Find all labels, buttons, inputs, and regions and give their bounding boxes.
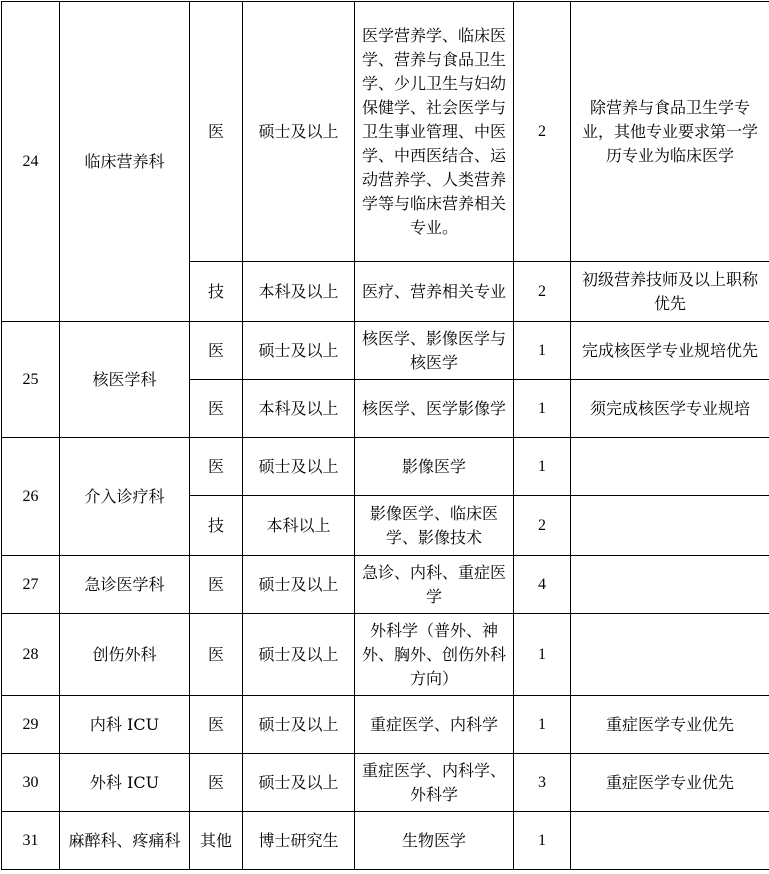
position-type: 技 [190, 496, 243, 556]
row-number: 24 [2, 2, 60, 322]
table-row [2, 812, 769, 870]
notes: 重症医学专业优先 [571, 754, 769, 812]
table-row [2, 438, 769, 496]
headcount: 1 [514, 380, 571, 438]
major: 外科学（普外、神外、胸外、创伤外科方向） [355, 614, 514, 696]
major: 影像医学、临床医学、影像技术 [355, 496, 514, 556]
department: 麻醉科、疼痛科 [60, 812, 190, 870]
education: 本科及以上 [243, 262, 355, 322]
education: 硕士及以上 [243, 2, 355, 262]
major: 医疗、营养相关专业 [355, 262, 514, 322]
education: 本科以上 [243, 496, 355, 556]
position-type: 医 [190, 754, 243, 812]
table-row [2, 696, 769, 754]
table-row [2, 322, 769, 380]
headcount: 2 [514, 262, 571, 322]
position-type: 医 [190, 322, 243, 380]
education: 博士研究生 [243, 812, 355, 870]
notes [571, 556, 769, 614]
notes: 重症医学专业优先 [571, 696, 769, 754]
position-type: 医 [190, 696, 243, 754]
position-type: 医 [190, 2, 243, 262]
headcount: 1 [514, 812, 571, 870]
table-row [2, 614, 769, 696]
row-number: 29 [2, 696, 60, 754]
headcount: 1 [514, 696, 571, 754]
department: 外科 ICU [60, 754, 190, 812]
major: 医学营养学、临床医学、营养与食品卫生学、少儿卫生与妇幼保健学、社会医学与卫生事业管理、中医学、中西医结合、运动营养学、人类营养学等与临床营养相关专业。 [355, 2, 514, 262]
notes: 初级营养技师及以上职称优先 [571, 262, 769, 322]
row-number: 25 [2, 322, 60, 438]
headcount: 2 [514, 2, 571, 262]
major: 重症医学、内科学、外科学 [355, 754, 514, 812]
department: 急诊医学科 [60, 556, 190, 614]
major: 核医学、医学影像学 [355, 380, 514, 438]
position-type: 医 [190, 556, 243, 614]
major: 影像医学 [355, 438, 514, 496]
row-number: 26 [2, 438, 60, 556]
department: 创伤外科 [60, 614, 190, 696]
notes [571, 812, 769, 870]
headcount: 1 [514, 322, 571, 380]
education: 硕士及以上 [243, 696, 355, 754]
row-number: 27 [2, 556, 60, 614]
education: 本科及以上 [243, 380, 355, 438]
position-type: 技 [190, 262, 243, 322]
department: 内科 ICU [60, 696, 190, 754]
headcount: 2 [514, 496, 571, 556]
notes: 除营养与食品卫生学专业，其他专业要求第一学历专业为临床医学 [571, 2, 769, 262]
position-type: 医 [190, 614, 243, 696]
major: 核医学、影像医学与核医学 [355, 322, 514, 380]
headcount: 4 [514, 556, 571, 614]
education: 硕士及以上 [243, 754, 355, 812]
row-number: 30 [2, 754, 60, 812]
position-type: 医 [190, 380, 243, 438]
notes [571, 496, 769, 556]
notes: 完成核医学专业规培优先 [571, 322, 769, 380]
headcount: 1 [514, 438, 571, 496]
education: 硕士及以上 [243, 614, 355, 696]
department: 临床营养科 [60, 2, 190, 322]
table-row [2, 754, 769, 812]
notes [571, 614, 769, 696]
major: 生物医学 [355, 812, 514, 870]
education: 硕士及以上 [243, 438, 355, 496]
row-number: 28 [2, 614, 60, 696]
department: 核医学科 [60, 322, 190, 438]
table-row [2, 2, 769, 262]
notes: 须完成核医学专业规培 [571, 380, 769, 438]
recruitment-table [1, 1, 769, 870]
major: 急诊、内科、重症医学 [355, 556, 514, 614]
headcount: 1 [514, 614, 571, 696]
education: 硕士及以上 [243, 322, 355, 380]
table-row [2, 556, 769, 614]
notes [571, 438, 769, 496]
major: 重症医学、内科学 [355, 696, 514, 754]
department: 介入诊疗科 [60, 438, 190, 556]
position-type: 医 [190, 438, 243, 496]
headcount: 3 [514, 754, 571, 812]
education: 硕士及以上 [243, 556, 355, 614]
row-number: 31 [2, 812, 60, 870]
position-type: 其他 [190, 812, 243, 870]
